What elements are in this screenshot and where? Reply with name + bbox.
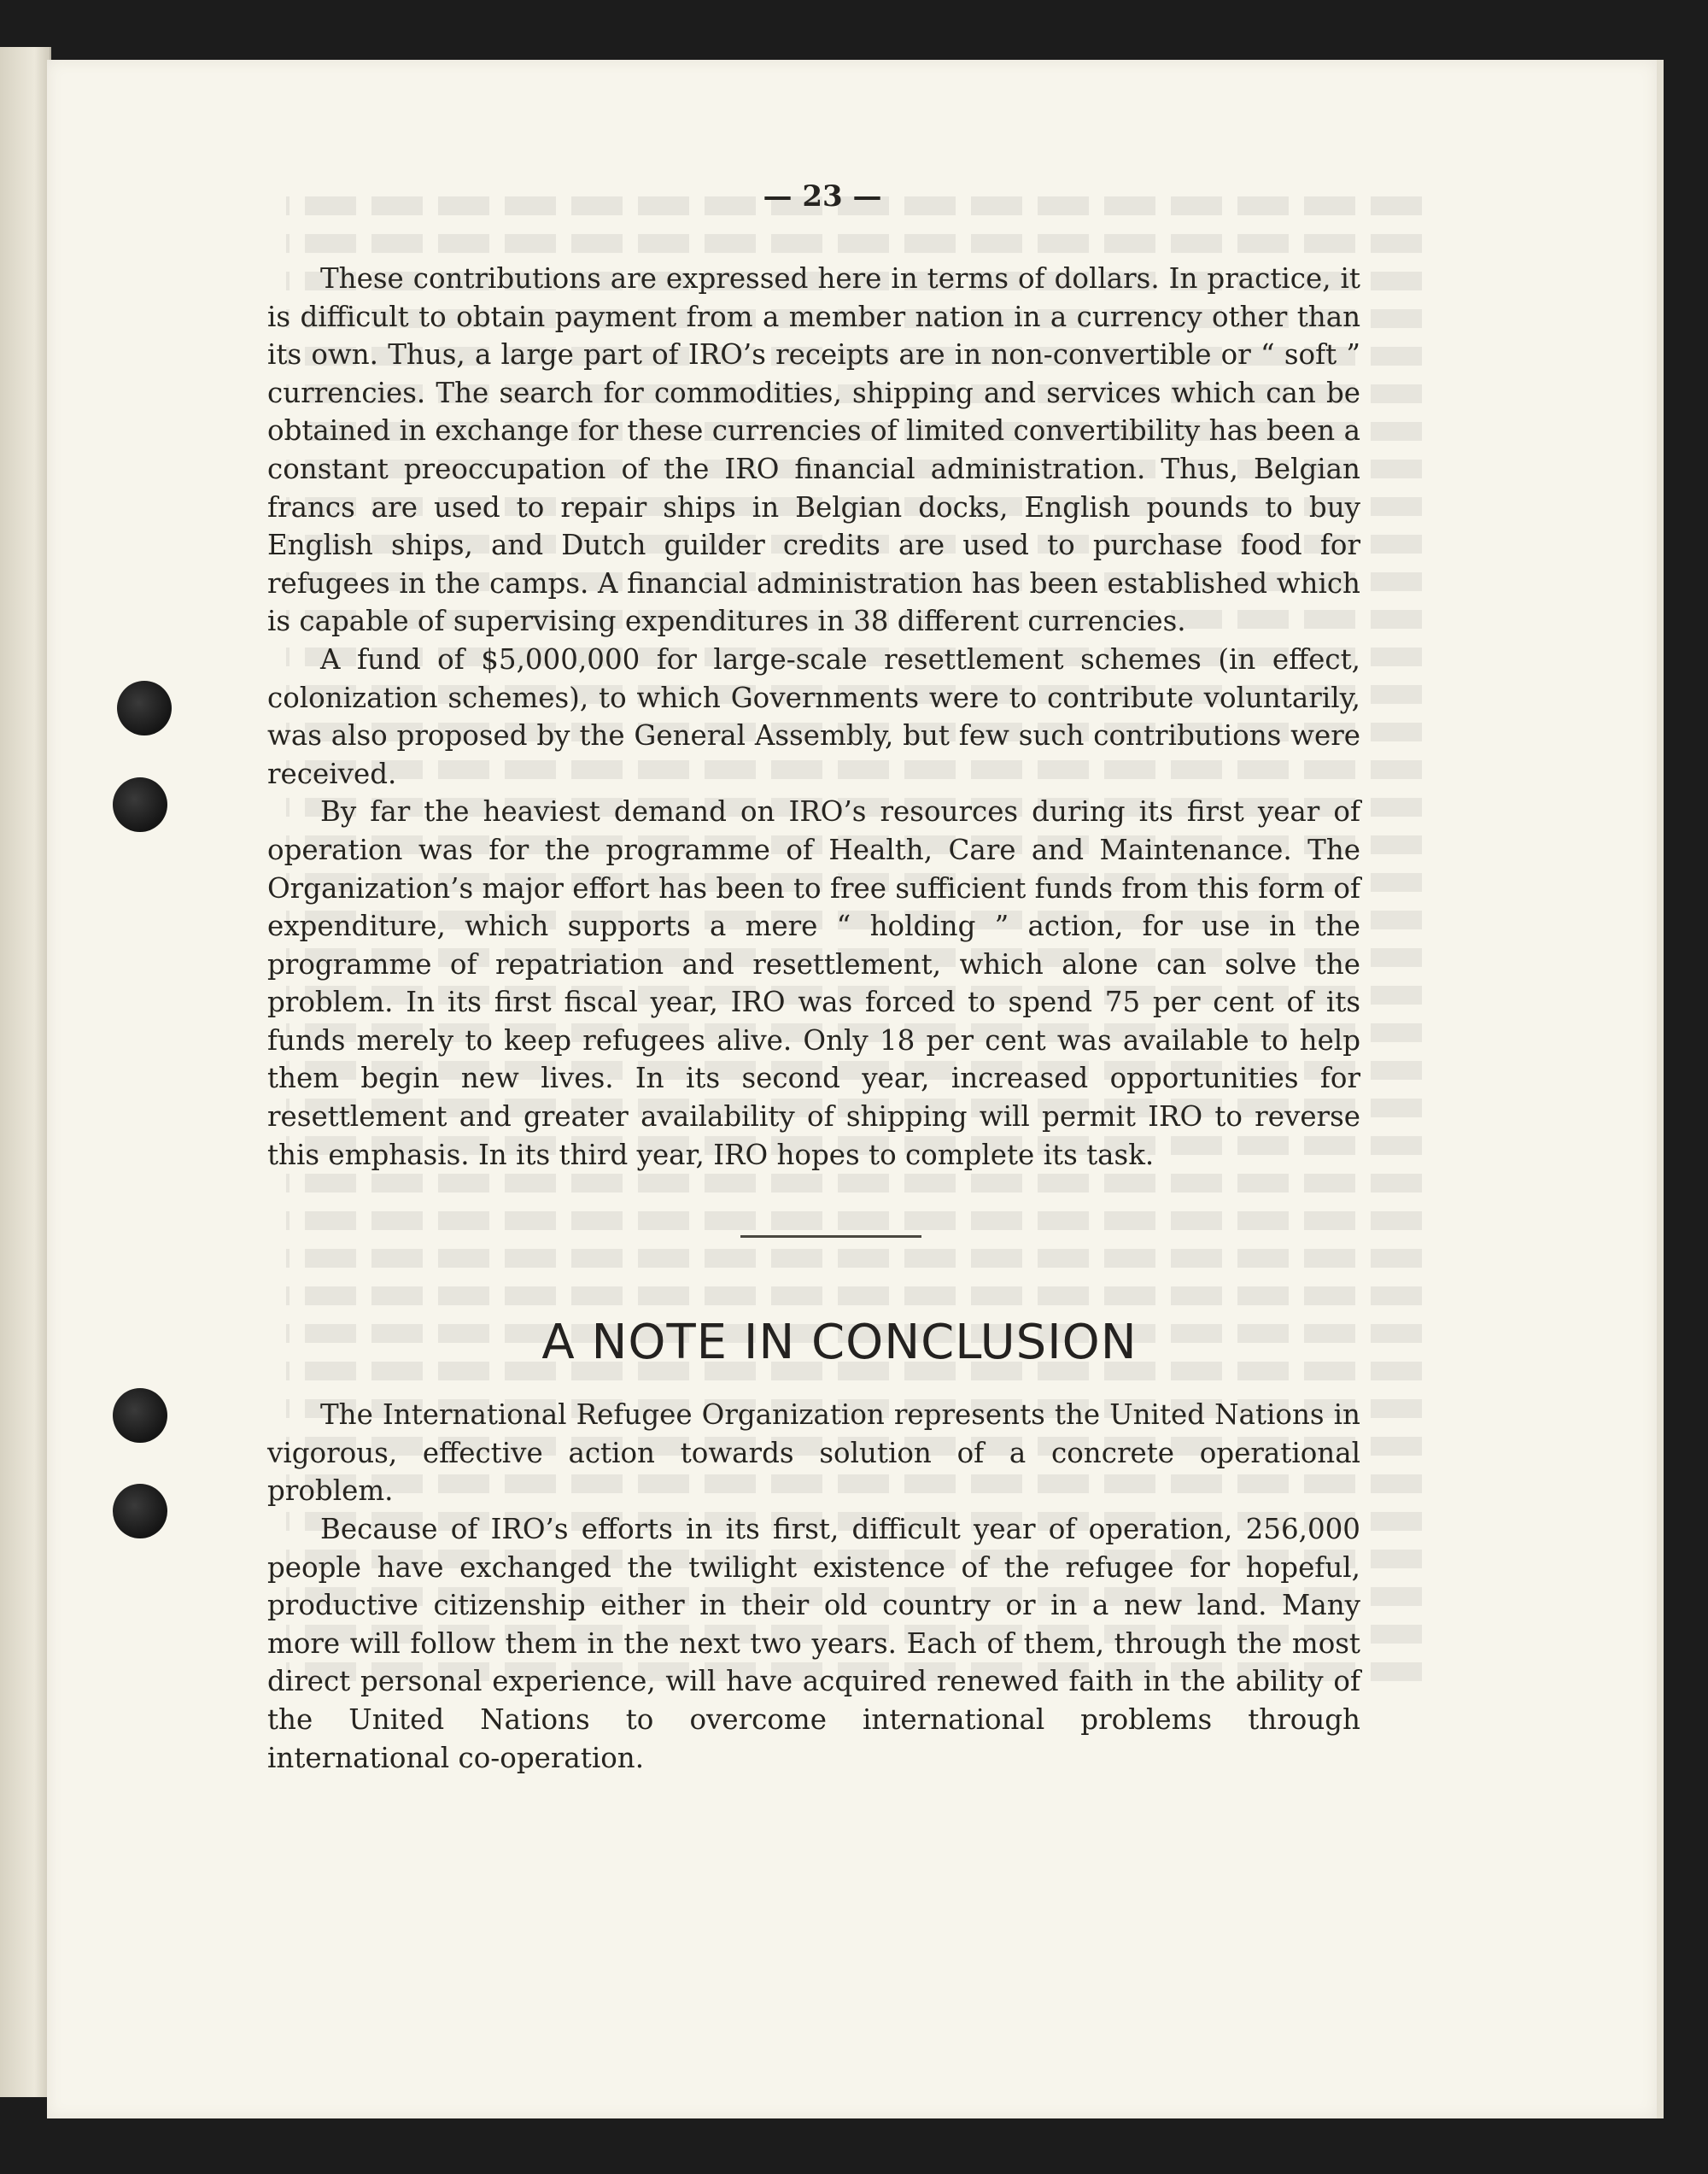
previous-page-edge bbox=[0, 47, 51, 2097]
paragraph-conclusion-1: The International Refugee Organization represents the United Nations in vigorous, effective action towards solution of a concrete operational problem. bbox=[267, 1398, 1360, 1508]
section-divider bbox=[740, 1235, 921, 1238]
section-title: A NOTE IN CONCLUSION bbox=[541, 1315, 1138, 1371]
paragraph-conclusion-2: Because of IRO’s efforts in its first, difficult year of operation, 256,000 people have exchanged the twilight existence of the refugee for hopeful, productive citizenship either in their old country or in a new land. Many more will follow them in the next two years. Each of them, through the most direct personal experience, will have acquired renewed faith in the ability of the United Nations to overcome international problems through international co-operation. bbox=[267, 1513, 1360, 1774]
page-content bbox=[267, 179, 1360, 1777]
punch-hole-2 bbox=[113, 777, 167, 832]
page-number: — 23 — bbox=[763, 179, 882, 214]
punch-hole-4 bbox=[113, 1484, 167, 1538]
punch-hole-1 bbox=[117, 681, 172, 735]
paragraph-resettlement-fund: A fund of $5,000,000 for large-scale resettlement schemes (in effect, colonization schemes), to which Governments were to contribute voluntarily, was also proposed by the General Assembly, but few such contributions were received. bbox=[267, 642, 1360, 790]
paragraph-currencies: These contributions are expressed here in terms of dollars. In practice, it is difficult to obtain payment from a member nation in a currency other than its own. Thus, a large part of IRO’s receipts are in non-convertible or “ soft ” currencies. The search for commodities, shipping and services which can be obtained in exchange for these currencies of limited convertibility has been a constant preoccupation of the IRO financial administration. Thus, Belgian francs are used to repair ships in Belgian docks, English pounds to buy English ships, and Dutch guilder credits are used to purchase food for refugees in the camps. A financial administration has been established which is capable of supervising expenditures in 38 different currencies. bbox=[267, 262, 1360, 638]
paragraph-health-care: By far the heaviest demand on IRO’s resources during its first year of operation was for the programme of Health, Care and Maintenance. The Organization’s major effort has been to free sufficient funds from this form of expenditure, which supports a mere “ holding ” action, for use in the programme of repatriation and resettlement, which alone can solve the problem. In its first fiscal year, IRO was forced to spend 75 per cent of its funds merely to keep refugees alive. Only 18 per cent was available to help them begin new lives. In its second year, increased opportunities for resettlement and greater availability of shipping will permit IRO to reverse this emphasis. In its third year, IRO hopes to complete its task. bbox=[267, 795, 1360, 1171]
punch-hole-3 bbox=[113, 1388, 167, 1443]
